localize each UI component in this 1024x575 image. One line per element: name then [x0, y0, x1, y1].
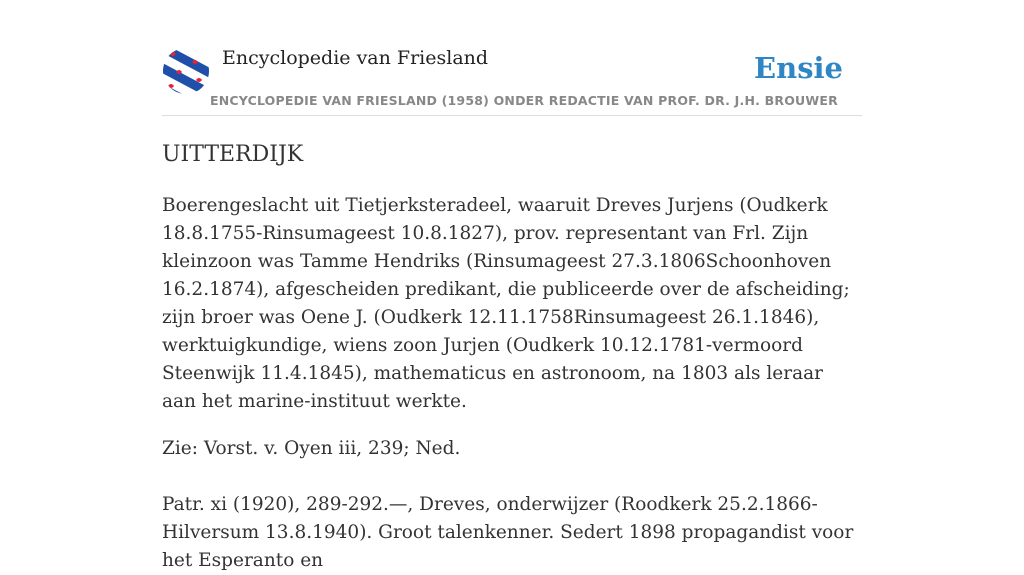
article-paragraph: Patr. xi (1920), 289-292.—, Dreves, onderwijzer (Roodkerk 25.2.1866-Hilversum 13.8.1940). Groot talenkenner. Sedert 1898 propagandist voor het Esperanto en	[162, 494, 854, 571]
article	[162, 138, 862, 575]
article-paragraph: Boerengeslacht uit Tietjerksteradeel, waaruit Dreves Jurjens (Oudkerk 18.8.1755-Rinsumageest 10.8.1827), prov. representant van Frl. Zijn kleinzoon was Tamme Hendriks (Rinsumageest 27.3.1806Schoonhoven 16.2.1874), afgescheiden predikant, die publiceerde over de afscheiding; zijn broer was Oene J. (Oudkerk 12.11.1758Rinsumageest 26.1.1846), werktuigkundige, wiens zoon Jurjen (Oudkerk 10.12.1781-vermoord Steenwijk 11.4.1845), mathematicus en astronoom, na 1803 als leraar aan het marine-instituut werkte.	[162, 195, 850, 412]
site-title[interactable]: Encyclopedie van Friesland	[222, 47, 489, 69]
article-paragraph: Zie: Vorst. v. Oyen iii, 239; Ned.	[162, 438, 461, 459]
article-title: UITTERDIJK	[162, 142, 304, 167]
brand-logo-link[interactable]: Ensie	[754, 51, 843, 85]
site-subtitle: ENCYCLOPEDIE VAN FRIESLAND (1958) ONDER REDACTIE VAN PROF. DR. J.H. BROUWER	[210, 93, 838, 108]
site-header	[162, 46, 862, 116]
frisian-flag-icon[interactable]	[162, 48, 210, 94]
